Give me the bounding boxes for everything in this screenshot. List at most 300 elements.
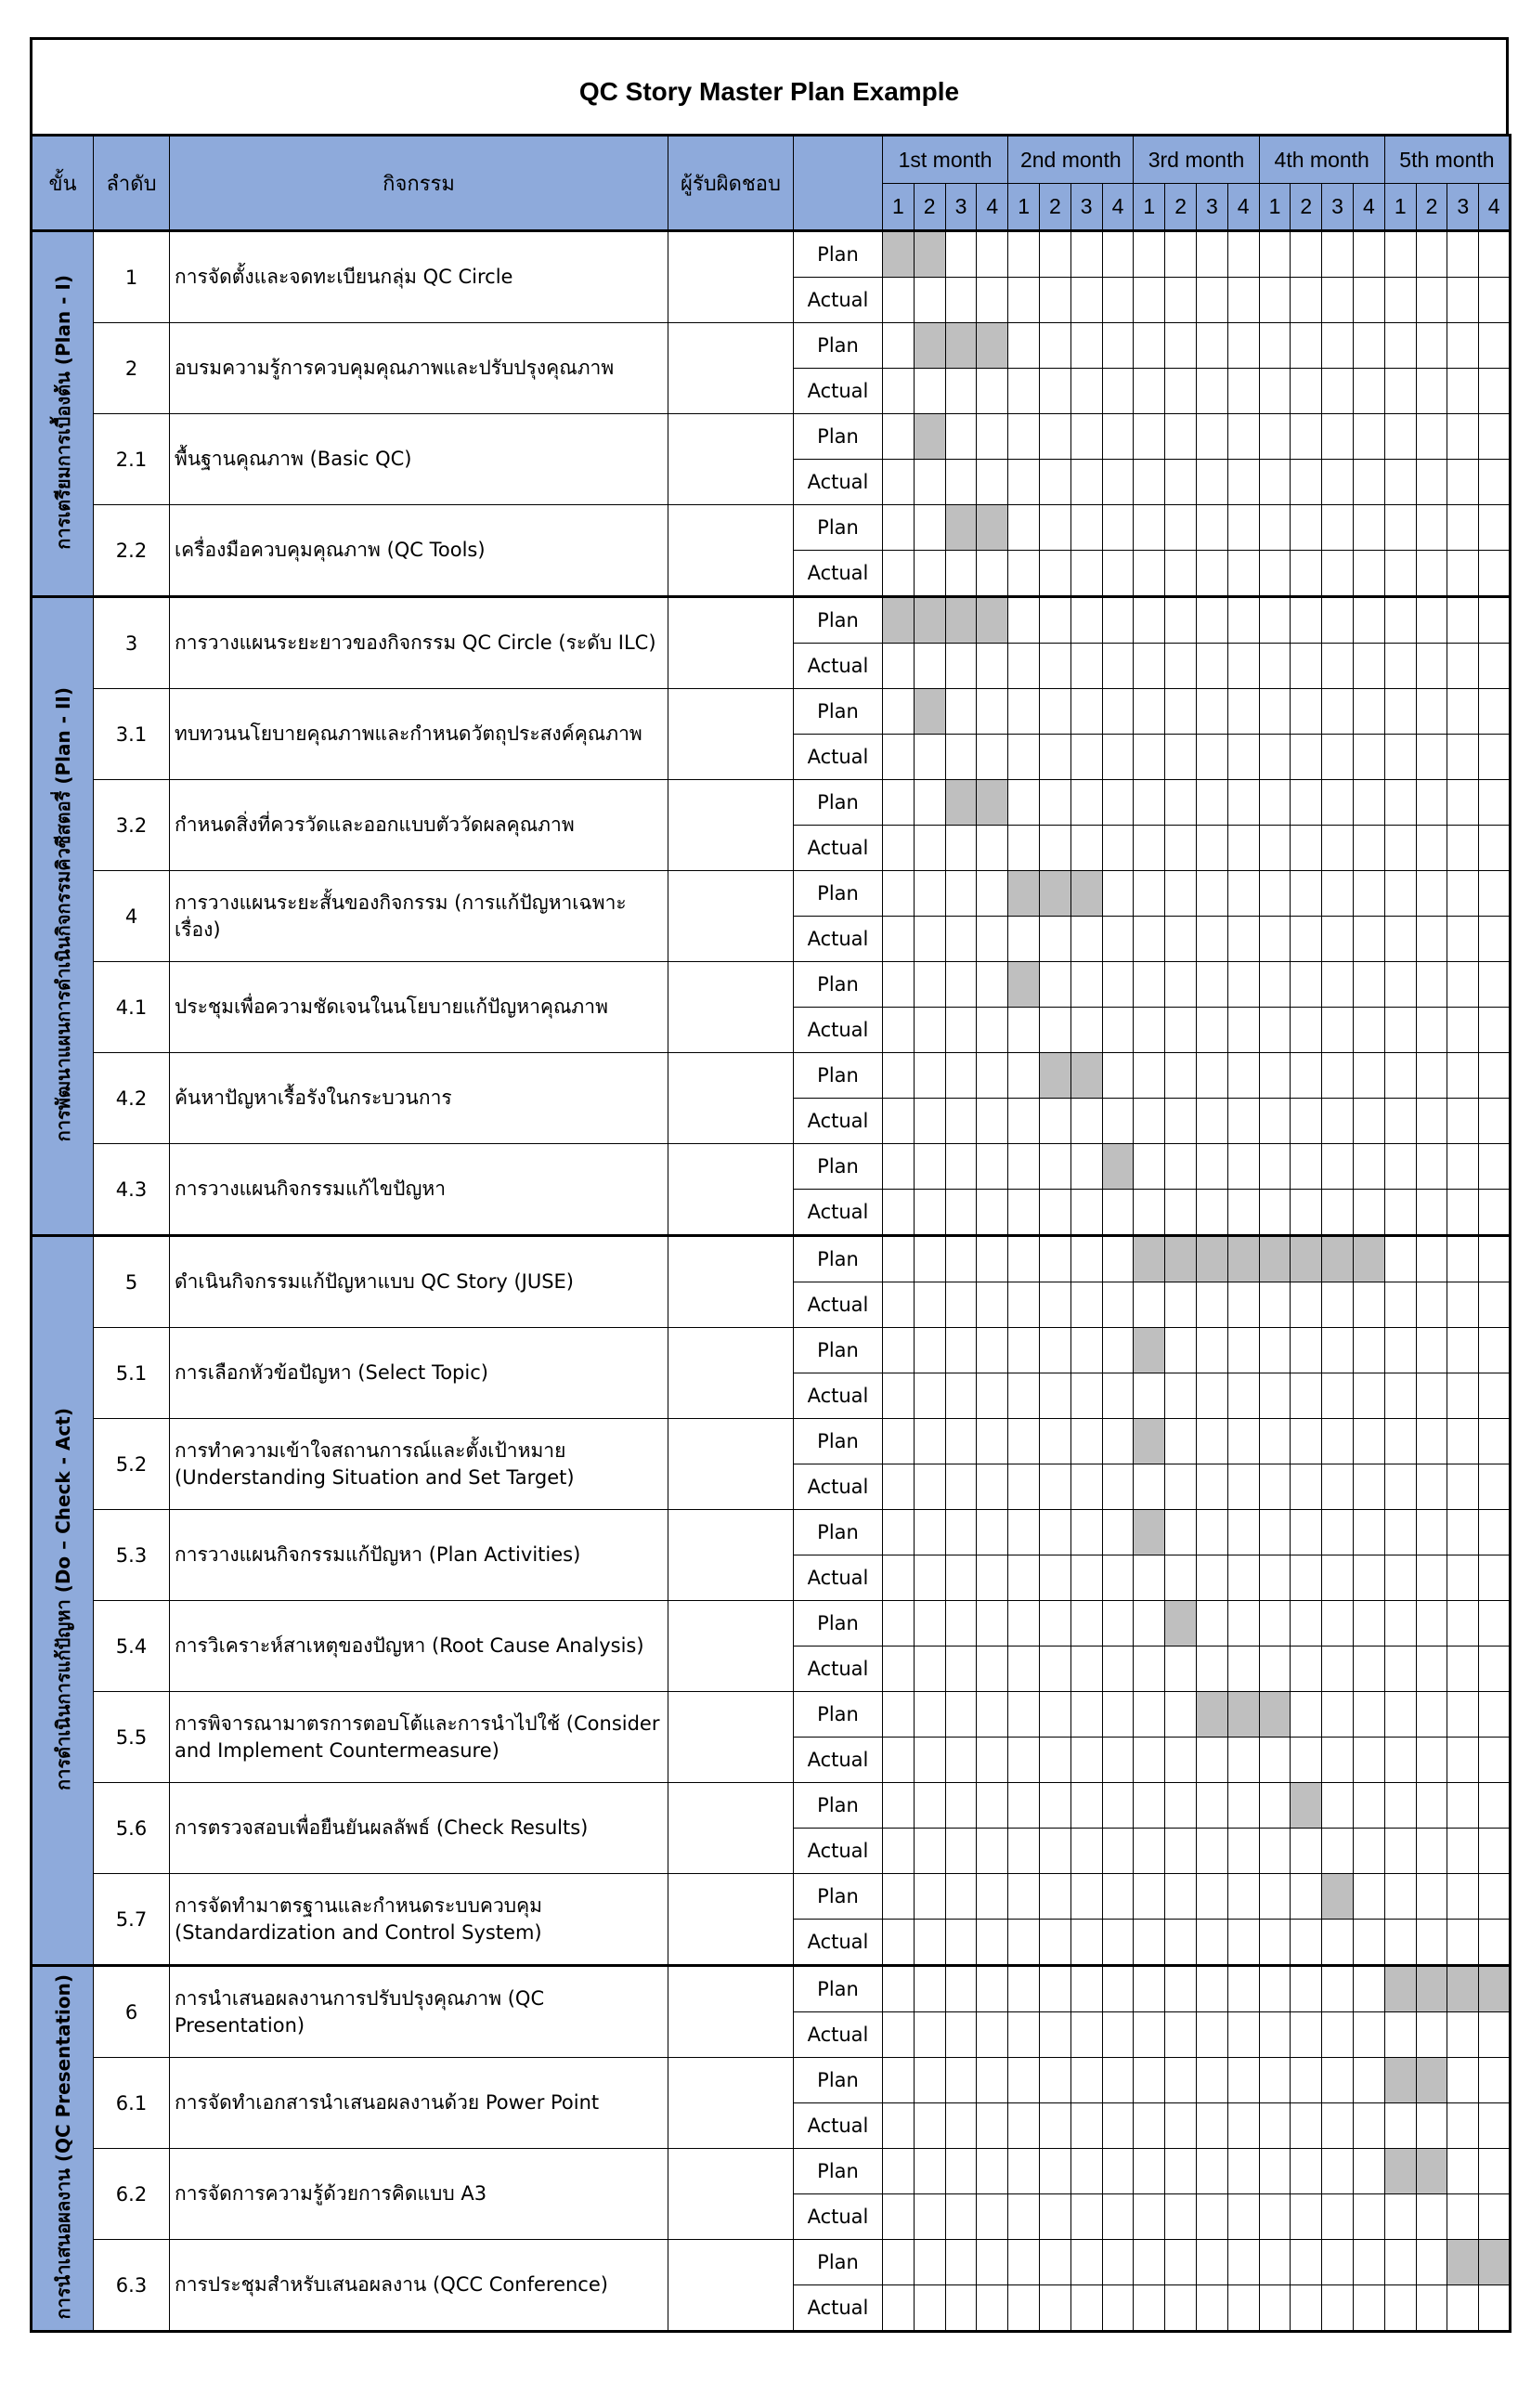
actual-week-cell[interactable] (1322, 1738, 1354, 1783)
plan-week-cell[interactable] (1447, 505, 1479, 551)
actual-week-cell[interactable] (1196, 1920, 1227, 1966)
actual-week-cell[interactable] (977, 826, 1008, 871)
actual-week-cell[interactable] (1134, 1373, 1165, 1419)
actual-week-cell[interactable] (1479, 1738, 1511, 1783)
actual-week-cell[interactable] (1479, 2012, 1511, 2058)
actual-week-cell[interactable] (1196, 2103, 1227, 2149)
actual-week-cell[interactable] (1134, 1647, 1165, 1692)
actual-week-cell[interactable] (1227, 1738, 1259, 1783)
actual-week-cell[interactable] (945, 826, 977, 871)
actual-week-cell[interactable] (1322, 2194, 1354, 2240)
plan-week-cell[interactable] (1353, 505, 1384, 551)
plan-week-cell[interactable] (1416, 2149, 1447, 2194)
plan-week-cell[interactable] (1384, 1053, 1416, 1099)
actual-week-cell[interactable] (883, 1464, 915, 1510)
plan-week-cell[interactable] (1353, 1236, 1384, 1282)
plan-week-cell[interactable] (1384, 1328, 1416, 1373)
actual-week-cell[interactable] (1322, 369, 1354, 414)
plan-week-cell[interactable] (1291, 871, 1322, 917)
plan-week-cell[interactable] (977, 2149, 1008, 2194)
actual-week-cell[interactable] (914, 1373, 945, 1419)
plan-week-cell[interactable] (1447, 323, 1479, 369)
plan-week-cell[interactable] (1479, 1510, 1511, 1555)
actual-week-cell[interactable] (883, 1829, 915, 1874)
actual-week-cell[interactable] (1134, 369, 1165, 414)
plan-week-cell[interactable] (1134, 323, 1165, 369)
plan-week-cell[interactable] (1322, 505, 1354, 551)
plan-week-cell[interactable] (1447, 2240, 1479, 2285)
actual-week-cell[interactable] (945, 1647, 977, 1692)
plan-week-cell[interactable] (977, 871, 1008, 917)
actual-week-cell[interactable] (1259, 1373, 1291, 1419)
actual-week-cell[interactable] (1259, 278, 1291, 323)
plan-week-cell[interactable] (1322, 1419, 1354, 1464)
actual-week-cell[interactable] (1353, 278, 1384, 323)
actual-week-cell[interactable] (1384, 1464, 1416, 1510)
actual-week-cell[interactable] (1134, 826, 1165, 871)
actual-week-cell[interactable] (1291, 1464, 1322, 1510)
plan-week-cell[interactable] (1165, 1419, 1197, 1464)
actual-week-cell[interactable] (1447, 278, 1479, 323)
plan-week-cell[interactable] (1384, 780, 1416, 826)
plan-week-cell[interactable] (1070, 689, 1102, 735)
plan-week-cell[interactable] (1227, 780, 1259, 826)
actual-week-cell[interactable] (1416, 826, 1447, 871)
actual-week-cell[interactable] (1134, 1282, 1165, 1328)
plan-week-cell[interactable] (1070, 2149, 1102, 2194)
actual-week-cell[interactable] (1102, 2194, 1134, 2240)
plan-week-cell[interactable] (1259, 1874, 1291, 1920)
plan-week-cell[interactable] (977, 231, 1008, 278)
actual-week-cell[interactable] (1447, 1373, 1479, 1419)
plan-week-cell[interactable] (1479, 2058, 1511, 2103)
actual-week-cell[interactable] (1196, 1008, 1227, 1053)
plan-week-cell[interactable] (1447, 231, 1479, 278)
actual-week-cell[interactable] (1416, 1738, 1447, 1783)
plan-week-cell[interactable] (1134, 597, 1165, 644)
plan-week-cell[interactable] (1416, 780, 1447, 826)
actual-week-cell[interactable] (1070, 1555, 1102, 1601)
actual-week-cell[interactable] (977, 644, 1008, 689)
plan-week-cell[interactable] (1322, 1053, 1354, 1099)
actual-week-cell[interactable] (1039, 1190, 1070, 1236)
plan-week-cell[interactable] (1322, 1874, 1354, 1920)
plan-week-cell[interactable] (914, 1328, 945, 1373)
plan-week-cell[interactable] (1227, 1692, 1259, 1738)
actual-week-cell[interactable] (1165, 1829, 1197, 1874)
actual-week-cell[interactable] (1227, 460, 1259, 505)
actual-week-cell[interactable] (1479, 1373, 1511, 1419)
plan-week-cell[interactable] (1165, 1692, 1197, 1738)
actual-week-cell[interactable] (1322, 551, 1354, 597)
plan-week-cell[interactable] (1322, 1966, 1354, 2012)
plan-week-cell[interactable] (1447, 1966, 1479, 2012)
actual-week-cell[interactable] (1070, 1464, 1102, 1510)
plan-week-cell[interactable] (1227, 1601, 1259, 1647)
plan-week-cell[interactable] (1479, 780, 1511, 826)
plan-week-cell[interactable] (1227, 1236, 1259, 1282)
actual-week-cell[interactable] (1102, 1373, 1134, 1419)
plan-week-cell[interactable] (1039, 505, 1070, 551)
plan-week-cell[interactable] (1384, 1236, 1416, 1282)
plan-week-cell[interactable] (1322, 1510, 1354, 1555)
actual-week-cell[interactable] (1227, 2285, 1259, 2332)
actual-week-cell[interactable] (1353, 826, 1384, 871)
plan-week-cell[interactable] (1322, 231, 1354, 278)
plan-week-cell[interactable] (1322, 1692, 1354, 1738)
plan-week-cell[interactable] (1384, 2240, 1416, 2285)
plan-week-cell[interactable] (1416, 1692, 1447, 1738)
actual-week-cell[interactable] (977, 917, 1008, 962)
actual-week-cell[interactable] (977, 1920, 1008, 1966)
actual-week-cell[interactable] (1196, 1099, 1227, 1144)
actual-week-cell[interactable] (1196, 1647, 1227, 1692)
plan-week-cell[interactable] (945, 414, 977, 460)
plan-week-cell[interactable] (1165, 2058, 1197, 2103)
actual-week-cell[interactable] (1384, 826, 1416, 871)
plan-week-cell[interactable] (1416, 871, 1447, 917)
plan-week-cell[interactable] (1447, 871, 1479, 917)
plan-week-cell[interactable] (1353, 1328, 1384, 1373)
actual-week-cell[interactable] (977, 1738, 1008, 1783)
plan-week-cell[interactable] (1070, 1510, 1102, 1555)
plan-week-cell[interactable] (914, 1692, 945, 1738)
actual-week-cell[interactable] (1227, 551, 1259, 597)
actual-week-cell[interactable] (1070, 1099, 1102, 1144)
plan-week-cell[interactable] (914, 231, 945, 278)
plan-week-cell[interactable] (1070, 962, 1102, 1008)
actual-week-cell[interactable] (977, 1282, 1008, 1328)
actual-week-cell[interactable] (1353, 1555, 1384, 1601)
plan-week-cell[interactable] (1479, 2149, 1511, 2194)
actual-week-cell[interactable] (883, 1647, 915, 1692)
actual-week-cell[interactable] (1353, 1190, 1384, 1236)
actual-week-cell[interactable] (1008, 278, 1040, 323)
plan-week-cell[interactable] (1259, 689, 1291, 735)
actual-week-cell[interactable] (1291, 1373, 1322, 1419)
plan-week-cell[interactable] (1479, 231, 1511, 278)
actual-week-cell[interactable] (1259, 735, 1291, 780)
task-responsible[interactable] (668, 871, 794, 962)
plan-week-cell[interactable] (1353, 1144, 1384, 1190)
plan-week-cell[interactable] (1196, 1328, 1227, 1373)
actual-week-cell[interactable] (1416, 369, 1447, 414)
plan-week-cell[interactable] (1416, 323, 1447, 369)
plan-week-cell[interactable] (1259, 1510, 1291, 1555)
actual-week-cell[interactable] (977, 278, 1008, 323)
plan-week-cell[interactable] (1102, 780, 1134, 826)
actual-week-cell[interactable] (945, 1738, 977, 1783)
plan-week-cell[interactable] (1416, 1783, 1447, 1829)
task-responsible[interactable] (668, 780, 794, 871)
plan-week-cell[interactable] (1134, 689, 1165, 735)
actual-week-cell[interactable] (1322, 917, 1354, 962)
actual-week-cell[interactable] (1447, 917, 1479, 962)
plan-week-cell[interactable] (1134, 1692, 1165, 1738)
actual-week-cell[interactable] (1102, 2285, 1134, 2332)
actual-week-cell[interactable] (977, 2103, 1008, 2149)
plan-week-cell[interactable] (1322, 2240, 1354, 2285)
actual-week-cell[interactable] (1259, 1099, 1291, 1144)
plan-week-cell[interactable] (1291, 1053, 1322, 1099)
actual-week-cell[interactable] (1416, 1190, 1447, 1236)
plan-week-cell[interactable] (1008, 1419, 1040, 1464)
actual-week-cell[interactable] (1102, 644, 1134, 689)
plan-week-cell[interactable] (1008, 2058, 1040, 2103)
actual-week-cell[interactable] (1102, 278, 1134, 323)
actual-week-cell[interactable] (1134, 2103, 1165, 2149)
plan-week-cell[interactable] (1039, 1601, 1070, 1647)
plan-week-cell[interactable] (1416, 1874, 1447, 1920)
actual-week-cell[interactable] (1165, 1282, 1197, 1328)
actual-week-cell[interactable] (1134, 644, 1165, 689)
actual-week-cell[interactable] (914, 1099, 945, 1144)
actual-week-cell[interactable] (1102, 1920, 1134, 1966)
plan-week-cell[interactable] (1070, 323, 1102, 369)
actual-week-cell[interactable] (1479, 1920, 1511, 1966)
plan-week-cell[interactable] (1196, 1601, 1227, 1647)
actual-week-cell[interactable] (1353, 2103, 1384, 2149)
actual-week-cell[interactable] (1353, 460, 1384, 505)
actual-week-cell[interactable] (1008, 2194, 1040, 2240)
actual-week-cell[interactable] (1008, 1920, 1040, 1966)
plan-week-cell[interactable] (1353, 1053, 1384, 1099)
plan-week-cell[interactable] (1353, 414, 1384, 460)
actual-week-cell[interactable] (1291, 735, 1322, 780)
actual-week-cell[interactable] (1102, 369, 1134, 414)
plan-week-cell[interactable] (1353, 1783, 1384, 1829)
actual-week-cell[interactable] (1384, 917, 1416, 962)
actual-week-cell[interactable] (1353, 2285, 1384, 2332)
plan-week-cell[interactable] (1008, 1601, 1040, 1647)
plan-week-cell[interactable] (883, 1601, 915, 1647)
actual-week-cell[interactable] (1447, 1464, 1479, 1510)
actual-week-cell[interactable] (1227, 1373, 1259, 1419)
actual-week-cell[interactable] (1134, 1008, 1165, 1053)
actual-week-cell[interactable] (1070, 1647, 1102, 1692)
plan-week-cell[interactable] (1447, 414, 1479, 460)
plan-week-cell[interactable] (1102, 2149, 1134, 2194)
actual-week-cell[interactable] (1039, 460, 1070, 505)
actual-week-cell[interactable] (1416, 460, 1447, 505)
plan-week-cell[interactable] (1291, 1419, 1322, 1464)
plan-week-cell[interactable] (945, 780, 977, 826)
actual-week-cell[interactable] (883, 2285, 915, 2332)
plan-week-cell[interactable] (1447, 1144, 1479, 1190)
plan-week-cell[interactable] (914, 1144, 945, 1190)
plan-week-cell[interactable] (1291, 2240, 1322, 2285)
plan-week-cell[interactable] (1322, 1601, 1354, 1647)
plan-week-cell[interactable] (1102, 1236, 1134, 1282)
plan-week-cell[interactable] (1384, 505, 1416, 551)
actual-week-cell[interactable] (1196, 2285, 1227, 2332)
plan-week-cell[interactable] (1008, 1510, 1040, 1555)
actual-week-cell[interactable] (1384, 1829, 1416, 1874)
actual-week-cell[interactable] (977, 1555, 1008, 1601)
actual-week-cell[interactable] (1353, 1738, 1384, 1783)
plan-week-cell[interactable] (914, 871, 945, 917)
plan-week-cell[interactable] (1291, 1236, 1322, 1282)
plan-week-cell[interactable] (1259, 414, 1291, 460)
plan-week-cell[interactable] (1416, 414, 1447, 460)
actual-week-cell[interactable] (1102, 917, 1134, 962)
plan-week-cell[interactable] (1353, 1510, 1384, 1555)
plan-week-cell[interactable] (1384, 597, 1416, 644)
actual-week-cell[interactable] (1353, 735, 1384, 780)
task-responsible[interactable] (668, 231, 794, 323)
plan-week-cell[interactable] (1291, 2058, 1322, 2103)
plan-week-cell[interactable] (1479, 1236, 1511, 1282)
plan-week-cell[interactable] (1196, 1510, 1227, 1555)
plan-week-cell[interactable] (1259, 2240, 1291, 2285)
plan-week-cell[interactable] (1039, 1328, 1070, 1373)
plan-week-cell[interactable] (883, 323, 915, 369)
actual-week-cell[interactable] (1291, 1008, 1322, 1053)
actual-week-cell[interactable] (1416, 735, 1447, 780)
actual-week-cell[interactable] (1008, 2285, 1040, 2332)
actual-week-cell[interactable] (1259, 644, 1291, 689)
actual-week-cell[interactable] (1353, 1920, 1384, 1966)
actual-week-cell[interactable] (1384, 1373, 1416, 1419)
plan-week-cell[interactable] (1384, 1419, 1416, 1464)
actual-week-cell[interactable] (1070, 735, 1102, 780)
actual-week-cell[interactable] (883, 2012, 915, 2058)
plan-week-cell[interactable] (1102, 2058, 1134, 2103)
actual-week-cell[interactable] (1070, 917, 1102, 962)
plan-week-cell[interactable] (1070, 1328, 1102, 1373)
actual-week-cell[interactable] (1039, 1920, 1070, 1966)
actual-week-cell[interactable] (1196, 2012, 1227, 2058)
plan-week-cell[interactable] (1165, 1874, 1197, 1920)
plan-week-cell[interactable] (1479, 1783, 1511, 1829)
actual-week-cell[interactable] (1039, 369, 1070, 414)
actual-week-cell[interactable] (945, 1920, 977, 1966)
plan-week-cell[interactable] (1008, 2240, 1040, 2285)
actual-week-cell[interactable] (977, 2012, 1008, 2058)
plan-week-cell[interactable] (1291, 323, 1322, 369)
plan-week-cell[interactable] (945, 871, 977, 917)
plan-week-cell[interactable] (1134, 1874, 1165, 1920)
task-responsible[interactable] (668, 1053, 794, 1144)
actual-week-cell[interactable] (1322, 460, 1354, 505)
plan-week-cell[interactable] (1416, 231, 1447, 278)
plan-week-cell[interactable] (1134, 1236, 1165, 1282)
actual-week-cell[interactable] (1134, 1464, 1165, 1510)
actual-week-cell[interactable] (1165, 735, 1197, 780)
actual-week-cell[interactable] (1416, 1647, 1447, 1692)
plan-week-cell[interactable] (1479, 689, 1511, 735)
actual-week-cell[interactable] (1070, 2103, 1102, 2149)
actual-week-cell[interactable] (1447, 1555, 1479, 1601)
plan-week-cell[interactable] (1102, 1874, 1134, 1920)
plan-week-cell[interactable] (1196, 1874, 1227, 1920)
plan-week-cell[interactable] (1039, 1053, 1070, 1099)
plan-week-cell[interactable] (1479, 2240, 1511, 2285)
plan-week-cell[interactable] (1070, 597, 1102, 644)
actual-week-cell[interactable] (1165, 1920, 1197, 1966)
actual-week-cell[interactable] (1416, 917, 1447, 962)
plan-week-cell[interactable] (1008, 962, 1040, 1008)
actual-week-cell[interactable] (1353, 1829, 1384, 1874)
actual-week-cell[interactable] (1416, 644, 1447, 689)
actual-week-cell[interactable] (1039, 1373, 1070, 1419)
plan-week-cell[interactable] (1447, 1510, 1479, 1555)
plan-week-cell[interactable] (1039, 2240, 1070, 2285)
actual-week-cell[interactable] (1447, 735, 1479, 780)
plan-week-cell[interactable] (1479, 323, 1511, 369)
plan-week-cell[interactable] (1447, 1692, 1479, 1738)
plan-week-cell[interactable] (914, 689, 945, 735)
plan-week-cell[interactable] (1134, 1783, 1165, 1829)
plan-week-cell[interactable] (1165, 962, 1197, 1008)
plan-week-cell[interactable] (1102, 323, 1134, 369)
plan-week-cell[interactable] (1416, 1053, 1447, 1099)
plan-week-cell[interactable] (1384, 2149, 1416, 2194)
actual-week-cell[interactable] (1008, 369, 1040, 414)
actual-week-cell[interactable] (1070, 644, 1102, 689)
actual-week-cell[interactable] (1416, 1282, 1447, 1328)
plan-week-cell[interactable] (1134, 1328, 1165, 1373)
plan-week-cell[interactable] (1134, 1601, 1165, 1647)
plan-week-cell[interactable] (1416, 1236, 1447, 1282)
actual-week-cell[interactable] (1291, 1829, 1322, 1874)
plan-week-cell[interactable] (1227, 414, 1259, 460)
plan-week-cell[interactable] (1479, 1692, 1511, 1738)
plan-week-cell[interactable] (914, 414, 945, 460)
plan-week-cell[interactable] (1008, 231, 1040, 278)
actual-week-cell[interactable] (914, 2103, 945, 2149)
plan-week-cell[interactable] (1070, 414, 1102, 460)
actual-week-cell[interactable] (945, 369, 977, 414)
plan-week-cell[interactable] (1322, 597, 1354, 644)
plan-week-cell[interactable] (945, 1510, 977, 1555)
actual-week-cell[interactable] (977, 1190, 1008, 1236)
plan-week-cell[interactable] (1134, 871, 1165, 917)
plan-week-cell[interactable] (945, 231, 977, 278)
plan-week-cell[interactable] (1259, 323, 1291, 369)
actual-week-cell[interactable] (1227, 2012, 1259, 2058)
actual-week-cell[interactable] (977, 1647, 1008, 1692)
plan-week-cell[interactable] (977, 1419, 1008, 1464)
actual-week-cell[interactable] (1291, 917, 1322, 962)
actual-week-cell[interactable] (977, 2285, 1008, 2332)
plan-week-cell[interactable] (1479, 1874, 1511, 1920)
actual-week-cell[interactable] (977, 551, 1008, 597)
actual-week-cell[interactable] (1227, 1464, 1259, 1510)
actual-week-cell[interactable] (1447, 551, 1479, 597)
plan-week-cell[interactable] (1479, 414, 1511, 460)
plan-week-cell[interactable] (1165, 1328, 1197, 1373)
plan-week-cell[interactable] (977, 1692, 1008, 1738)
plan-week-cell[interactable] (1416, 505, 1447, 551)
task-responsible[interactable] (668, 689, 794, 780)
actual-week-cell[interactable] (1353, 644, 1384, 689)
plan-week-cell[interactable] (1102, 1144, 1134, 1190)
plan-week-cell[interactable] (1196, 505, 1227, 551)
plan-week-cell[interactable] (1008, 597, 1040, 644)
plan-week-cell[interactable] (914, 962, 945, 1008)
plan-week-cell[interactable] (883, 689, 915, 735)
actual-week-cell[interactable] (1384, 1190, 1416, 1236)
plan-week-cell[interactable] (1039, 597, 1070, 644)
actual-week-cell[interactable] (1070, 369, 1102, 414)
actual-week-cell[interactable] (1322, 2012, 1354, 2058)
actual-week-cell[interactable] (1134, 1099, 1165, 1144)
actual-week-cell[interactable] (1447, 1282, 1479, 1328)
plan-week-cell[interactable] (914, 1419, 945, 1464)
plan-week-cell[interactable] (1447, 597, 1479, 644)
actual-week-cell[interactable] (1227, 1190, 1259, 1236)
